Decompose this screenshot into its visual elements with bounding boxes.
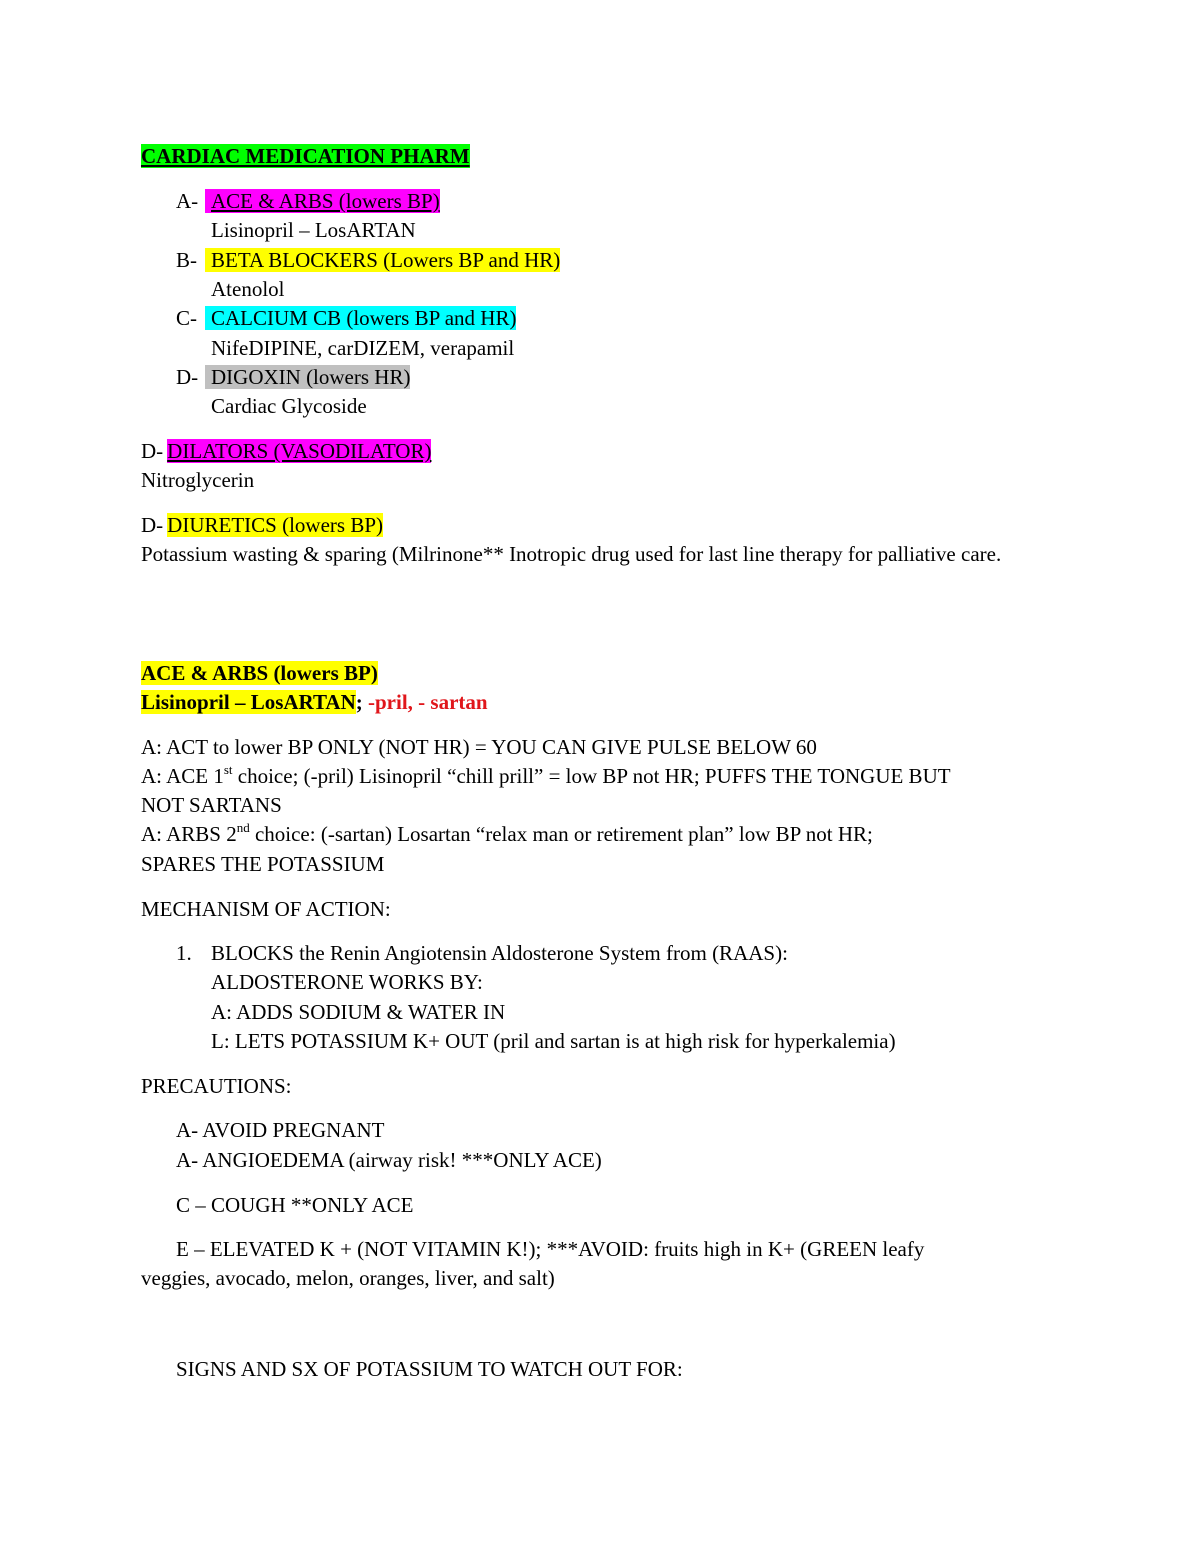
ace-line-first-choice: A: ACE 1st choice; (-pril) Lisinopril “chill prill” = low BP not HR; PUFFS THE TONGUE BUT: [141, 762, 951, 788]
precautions-label: PRECAUTIONS:: [141, 1074, 292, 1098]
overview-heading-ace: ACE & ARBS (lowers BP): [205, 187, 440, 216]
ace-section-heading: ACE & ARBS (lowers BP): [141, 661, 378, 685]
diuretics-text: Potassium wasting & sparing (Milrinone** Inotropic drug used for last line therapy for palliative care.: [141, 542, 1002, 566]
ace-line-act: A: ACT to lower BP ONLY (NOT HR) = YOU CAN GIVE PULSE BELOW 60: [141, 735, 817, 759]
overview-drugs-digoxin: Cardiac Glycoside: [211, 394, 367, 418]
mechanism-label: MECHANISM OF ACTION:: [141, 897, 391, 921]
precaution-item-continued: veggies, avocado, melon, oranges, liver, and salt): [141, 1266, 555, 1290]
ace-section-subheading: Lisinopril – LosARTAN; -pril, - sartan: [141, 690, 488, 714]
diuretics-heading-line: D- DIURETICS (lowers BP): [141, 513, 383, 537]
document-title: CARDIAC MEDICATION PHARM: [141, 144, 470, 168]
precaution-item: C – COUGH **ONLY ACE: [176, 1193, 414, 1217]
precaution-item: A- AVOID PREGNANT: [176, 1118, 385, 1142]
overview-drugs-ace: Lisinopril – LosARTAN: [211, 218, 416, 242]
mechanism-line: A: ADDS SODIUM & WATER IN: [211, 1000, 506, 1024]
mechanism-line: BLOCKS the Renin Angiotensin Aldosterone System from (RAAS):: [211, 941, 788, 965]
mechanism-number: 1.: [176, 941, 192, 965]
overview-drugs-beta: Atenolol: [211, 277, 285, 301]
overview-heading-calcium: CALCIUM CB (lowers BP and HR): [205, 304, 516, 333]
precaution-item: E – ELEVATED K + (NOT VITAMIN K!); ***AVOID: fruits high in K+ (GREEN leafy: [176, 1237, 925, 1261]
dilators-drug: Nitroglycerin: [141, 468, 255, 492]
overview-item-beta: B-: [176, 248, 197, 272]
ace-line-spares-potassium: SPARES THE POTASSIUM: [141, 852, 385, 876]
overview-heading-beta: BETA BLOCKERS (Lowers BP and HR): [205, 246, 560, 275]
overview-drugs-calcium: NifeDIPINE, carDIZEM, verapamil: [211, 336, 515, 360]
overview-item-digoxin: D-: [176, 365, 199, 389]
mechanism-line: L: LETS POTASSIUM K+ OUT (pril and sartan is at high risk for hyperkalemia): [211, 1029, 896, 1053]
overview-item-ace: A-: [176, 189, 199, 213]
ace-line-second-choice: A: ARBS 2nd choice: (-sartan) Losartan “relax man or retirement plan” low BP not HR;: [141, 820, 873, 846]
dilators-heading-line: D- DILATORS (VASODILATOR): [141, 439, 432, 463]
overview-item-calcium: C-: [176, 306, 197, 330]
overview-heading-digoxin: DIGOXIN (lowers HR): [205, 363, 410, 392]
signs-heading: SIGNS AND SX OF POTASSIUM TO WATCH OUT FOR:: [176, 1357, 683, 1381]
precaution-item: A- ANGIOEDEMA (airway risk! ***ONLY ACE): [176, 1148, 602, 1172]
ace-line-not-sartans: NOT SARTANS: [141, 793, 282, 817]
mechanism-line: ALDOSTERONE WORKS BY:: [211, 970, 483, 994]
